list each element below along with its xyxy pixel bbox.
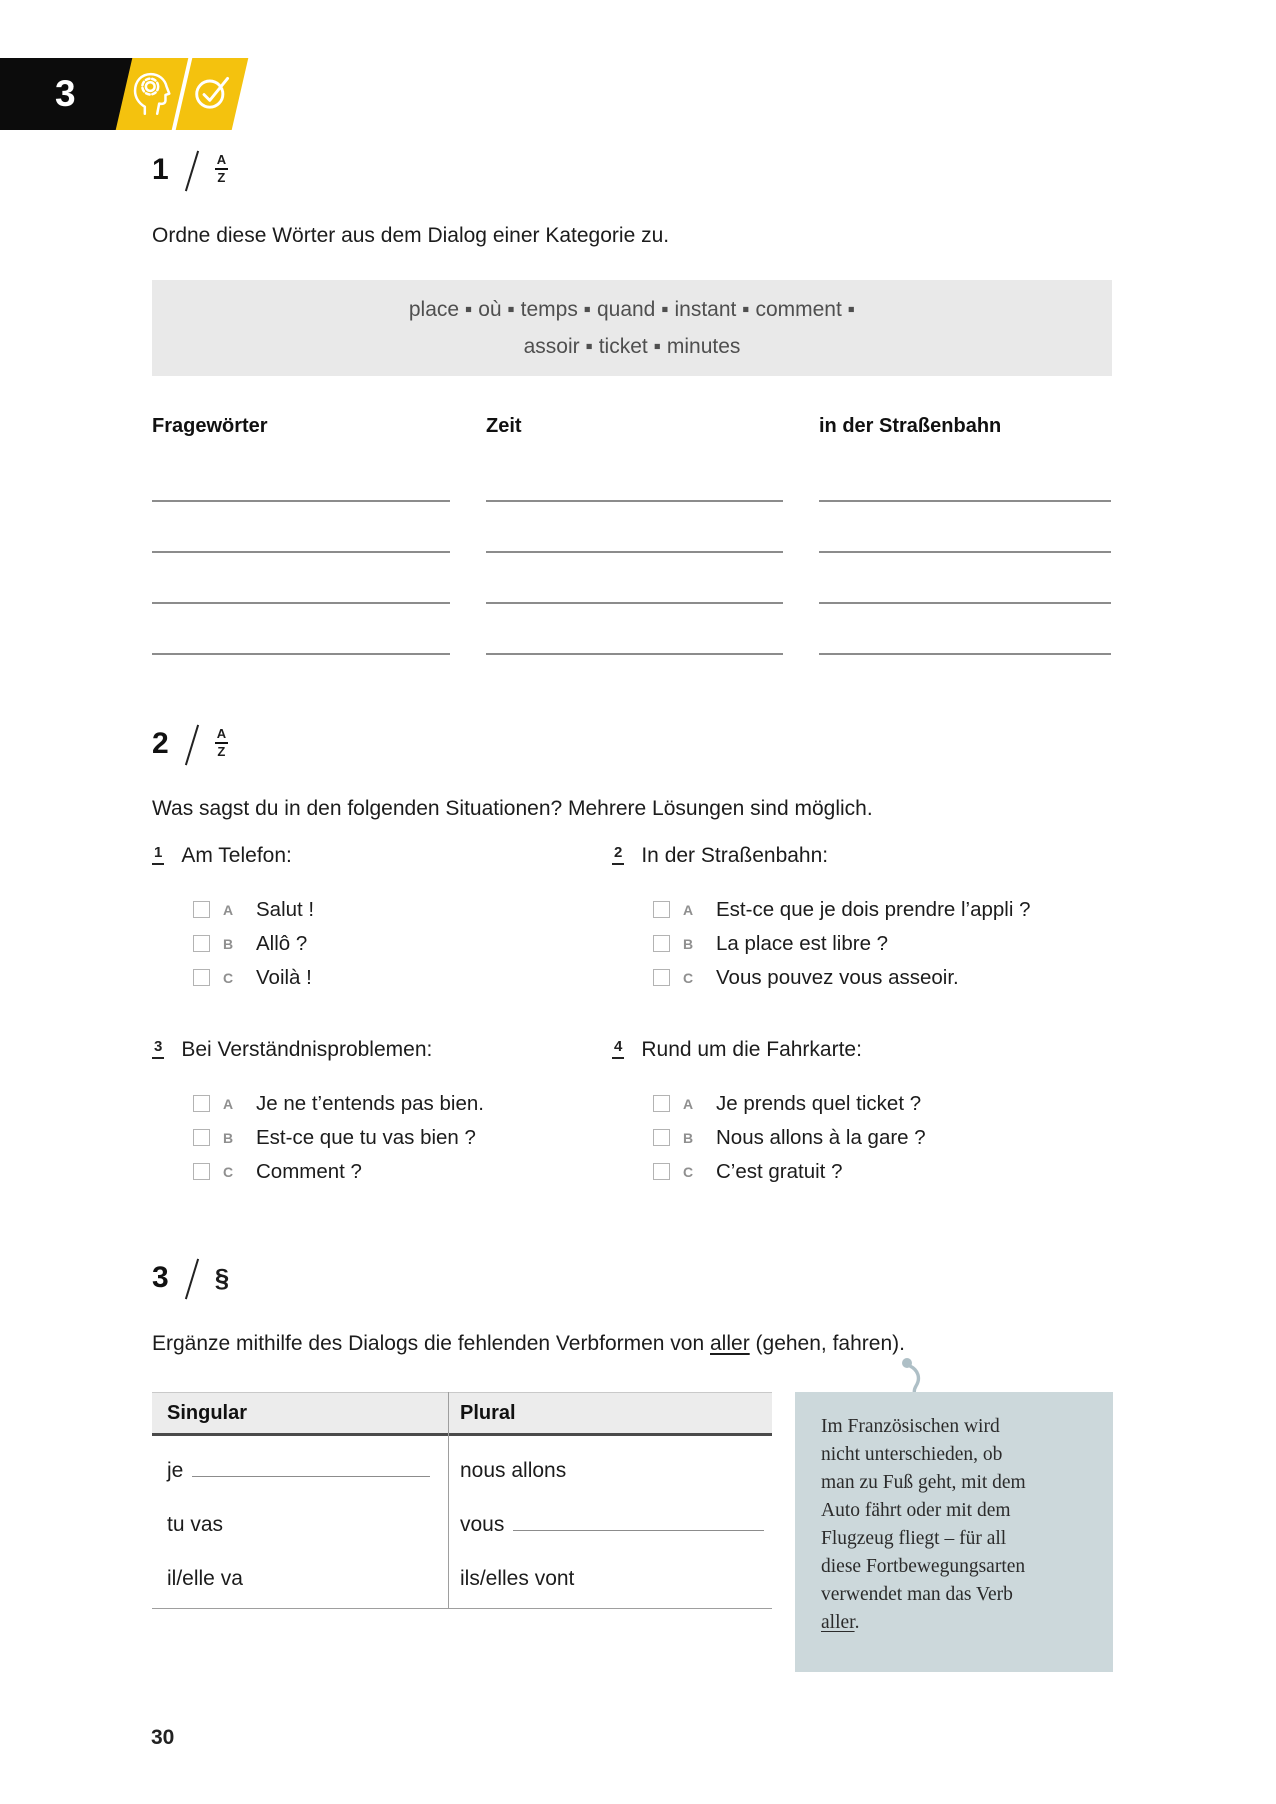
verb-table-header	[152, 1392, 772, 1436]
instruction-text: (gehen, fahren).	[749, 1332, 905, 1355]
note-line: Flugzeug fliegt – für all	[821, 1528, 1007, 1549]
checkbox[interactable]	[193, 969, 210, 986]
option-row	[193, 1124, 612, 1151]
option-row	[653, 930, 1112, 957]
situation-number: 2	[612, 844, 624, 865]
option-letter: B	[683, 935, 694, 952]
answer-line[interactable]	[152, 602, 450, 604]
word-bank-box	[152, 280, 1112, 376]
option-list	[653, 1090, 1112, 1185]
option-text: Je ne t’entends pas bien.	[256, 1091, 484, 1115]
category-column-strassenbahn	[819, 413, 1111, 673]
pronoun: je	[167, 1459, 184, 1482]
clock-check-icon	[189, 69, 235, 120]
table-column-divider	[448, 1392, 449, 1608]
note-period: .	[854, 1612, 860, 1633]
checkbox[interactable]	[193, 935, 210, 952]
option-text: Est-ce que tu vas bien ?	[256, 1125, 476, 1149]
option-row	[653, 1158, 1112, 1185]
situation-label: Am Telefon:	[181, 844, 292, 867]
az-icon-bottom-letter: Z	[217, 170, 226, 185]
exercise2-number: 2	[152, 727, 169, 760]
option-list	[193, 1090, 612, 1185]
situation-label: In der Straßenbahn:	[641, 844, 829, 867]
option-text: Comment ?	[256, 1159, 362, 1183]
option-list	[193, 896, 612, 991]
category-columns	[152, 413, 1112, 673]
exercise1-header	[152, 150, 228, 198]
option-row	[193, 930, 612, 957]
option-row	[653, 964, 1112, 991]
note-line: Im Französischen wird	[821, 1416, 1000, 1437]
instruction-text: Ergänze mithilfe des Dialogs die fehlenden Verbformen von	[152, 1332, 710, 1355]
table-row	[152, 1552, 772, 1606]
option-list	[653, 896, 1112, 991]
verb-form: il/elle va	[167, 1567, 243, 1590]
checkbox[interactable]	[653, 1129, 670, 1146]
situation-label: Rund um die Fahrkarte:	[641, 1038, 862, 1061]
table-cell	[152, 1459, 448, 1483]
option-row	[193, 1090, 612, 1117]
table-cell	[152, 1513, 448, 1537]
exercise1-number: 1	[152, 153, 169, 186]
checkbox[interactable]	[193, 1163, 210, 1180]
answer-line[interactable]	[819, 551, 1111, 553]
table-header-singular: Singular	[167, 1401, 248, 1424]
option-row	[193, 964, 612, 991]
situation-item-4	[612, 1036, 1112, 1192]
situations-grid	[152, 842, 1112, 1192]
category-label: Fragewörter	[152, 415, 268, 437]
situation-number: 1	[152, 844, 164, 865]
option-row	[653, 896, 1112, 923]
az-icon-bottom-letter: Z	[217, 744, 226, 759]
answer-line[interactable]	[152, 653, 450, 655]
answer-line[interactable]	[152, 551, 450, 553]
answer-line[interactable]	[152, 500, 450, 502]
chapter-number-block	[0, 58, 136, 130]
category-label: Zeit	[486, 415, 522, 437]
answer-line[interactable]	[819, 602, 1111, 604]
option-text: Voilà !	[256, 965, 312, 989]
option-letter: B	[683, 1129, 694, 1146]
exercise3-instruction	[152, 1330, 905, 1358]
option-text: Allô ?	[256, 931, 308, 955]
banner-clock-tile	[176, 58, 249, 130]
verb-blank-line[interactable]	[192, 1462, 430, 1477]
situation-head	[612, 842, 1112, 869]
option-text: Est-ce que je dois prendre l’appli ?	[716, 897, 1031, 921]
exercise1-instruction: Ordne diese Wörter aus dem Dialog einer Kategorie zu.	[152, 224, 670, 247]
vocabulary-az-icon	[215, 727, 228, 759]
answer-line[interactable]	[819, 653, 1111, 655]
exercise3-number: 3	[152, 1261, 169, 1294]
vocabulary-az-icon	[215, 153, 228, 185]
option-text: Salut !	[256, 897, 315, 921]
grammar-paragraph-icon: §	[214, 1263, 230, 1293]
category-label: in der Straßenbahn	[819, 415, 1002, 437]
situation-item-3	[152, 1036, 612, 1192]
table-row	[152, 1498, 772, 1552]
situation-label: Bei Verständnisproblemen:	[181, 1038, 433, 1061]
pronoun: vous	[460, 1513, 505, 1536]
situation-item-1	[152, 842, 612, 998]
chapter-banner	[0, 58, 320, 130]
option-letter: B	[223, 935, 234, 952]
option-letter: A	[223, 901, 234, 918]
category-column-zeit	[486, 413, 783, 673]
verb-form: tu vas	[167, 1513, 224, 1536]
table-cell	[152, 1567, 448, 1591]
table-cell	[448, 1459, 772, 1483]
option-row	[653, 1124, 1112, 1151]
option-letter: A	[683, 901, 694, 918]
verb-form: nous allons	[460, 1459, 567, 1482]
checkbox[interactable]	[193, 1095, 210, 1112]
option-letter: A	[223, 1095, 234, 1112]
situation-item-2	[612, 842, 1112, 998]
option-text: Nous allons à la gare ?	[716, 1125, 926, 1149]
answer-line[interactable]	[819, 500, 1111, 502]
option-letter: A	[683, 1095, 694, 1112]
note-line-last	[821, 1609, 1099, 1637]
exercise3-header	[152, 1258, 229, 1306]
instruction-verb-underlined: aller	[710, 1332, 750, 1355]
note-verb-underlined: aller	[821, 1612, 855, 1633]
answer-line[interactable]	[486, 653, 783, 655]
checkbox[interactable]	[653, 1095, 670, 1112]
answer-line[interactable]	[486, 500, 783, 502]
situation-head	[612, 1036, 1112, 1063]
option-letter: C	[683, 969, 694, 986]
option-letter: C	[683, 1163, 694, 1180]
verb-table-body	[152, 1444, 772, 1606]
answer-line[interactable]	[486, 551, 783, 553]
situation-head	[152, 842, 612, 869]
option-row	[193, 1158, 612, 1185]
table-row	[152, 1444, 772, 1498]
checkbox[interactable]	[193, 901, 210, 918]
thinking-head-icon	[130, 67, 174, 122]
note-line: verwendet man das Verb	[821, 1584, 1013, 1605]
situation-number: 3	[152, 1038, 164, 1059]
option-text: Vous pouvez vous asseoir.	[716, 965, 959, 989]
situation-number: 4	[612, 1038, 624, 1059]
option-letter: C	[223, 1163, 234, 1180]
slash-divider-icon	[185, 725, 199, 766]
checkbox[interactable]	[193, 1129, 210, 1146]
option-row	[653, 1090, 1112, 1117]
situation-head	[152, 1036, 612, 1063]
chapter-number: 3	[55, 73, 76, 114]
verb-blank-line[interactable]	[513, 1516, 764, 1531]
table-cell	[448, 1513, 772, 1537]
note-line: Auto fährt oder mit dem	[821, 1500, 1011, 1521]
table-header-plural: Plural	[460, 1401, 516, 1424]
checkbox[interactable]	[653, 935, 670, 952]
note-line: nicht unterschieden, ob	[821, 1444, 1003, 1465]
note-line: man zu Fuß geht, mit dem	[821, 1472, 1026, 1493]
page-number: 30	[151, 1726, 175, 1749]
word-bank-line: assoir ▪ ticket ▪ minutes	[523, 335, 741, 358]
exercise2-instruction: Was sagst du in den folgenden Situationen? Mehrere Lösungen sind möglich.	[152, 797, 873, 820]
checkbox[interactable]	[653, 969, 670, 986]
note-line: diese Fortbewegungsarten	[821, 1556, 1026, 1577]
option-text: Je prends quel ticket ?	[716, 1091, 922, 1115]
checkbox[interactable]	[653, 1163, 670, 1180]
category-column-fragewoerter	[152, 413, 450, 673]
answer-line[interactable]	[486, 602, 783, 604]
option-text: C’est gratuit ?	[716, 1159, 843, 1183]
slash-divider-icon	[185, 151, 199, 192]
option-letter: C	[223, 969, 234, 986]
option-text: La place est libre ?	[716, 931, 889, 955]
table-cell	[448, 1567, 772, 1591]
az-icon-top-letter: A	[215, 153, 228, 170]
slash-divider-icon	[185, 1259, 199, 1300]
az-icon-top-letter: A	[215, 727, 228, 744]
word-bank-line: place ▪ où ▪ temps ▪ quand ▪ instant ▪ comment ▪	[408, 298, 856, 321]
checkbox[interactable]	[653, 901, 670, 918]
exercise2-header	[152, 724, 228, 772]
option-letter: B	[223, 1129, 234, 1146]
grammar-note-box	[795, 1392, 1113, 1672]
verb-form: ils/elles vont	[460, 1567, 575, 1590]
verb-table	[152, 1392, 772, 1609]
option-row	[193, 896, 612, 923]
